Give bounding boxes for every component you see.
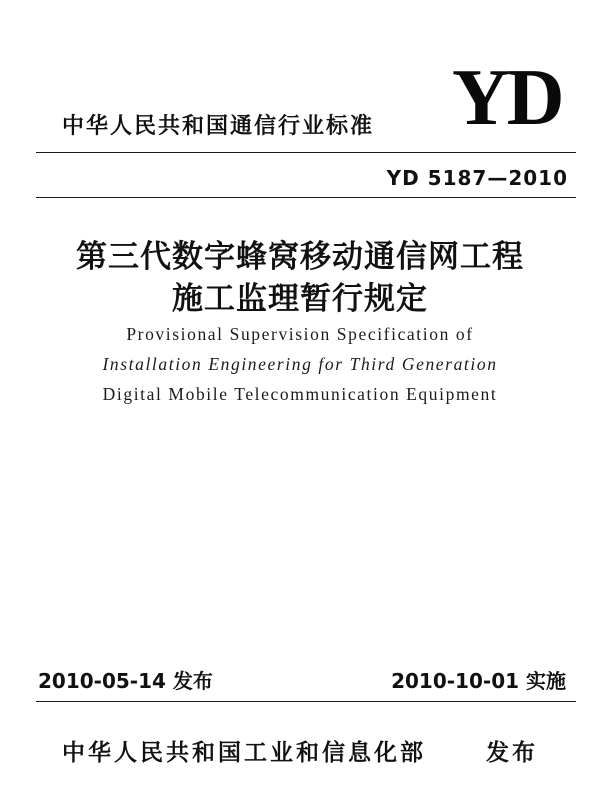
issue-date: 2010-05-14 发布 [38, 669, 213, 693]
title-en-line1: Provisional Supervision Specification of [126, 324, 474, 344]
header-divider [36, 197, 576, 198]
top-divider [36, 152, 576, 153]
footer-divider [36, 701, 576, 702]
title-cn-line2: 施工监理暂行规定 [172, 281, 428, 317]
yd-logo: YD [452, 54, 562, 142]
standard-code: YD 5187—2010 [386, 166, 568, 190]
issuing-authority: 中华人民共和国工业和信息化部 [62, 740, 426, 766]
standard-type: 中华人民共和国通信行业标准 [62, 114, 375, 139]
title-cn-line1: 第三代数字蜂窝移动通信网工程 [76, 239, 524, 275]
title-en-line2: Installation Engineering for Third Generation [102, 354, 498, 374]
implementation-date: 2010-10-01 实施 [391, 669, 566, 693]
title-en-line3: Digital Mobile Telecommunication Equipment [102, 384, 498, 404]
issue-action: 发布 [486, 740, 538, 766]
